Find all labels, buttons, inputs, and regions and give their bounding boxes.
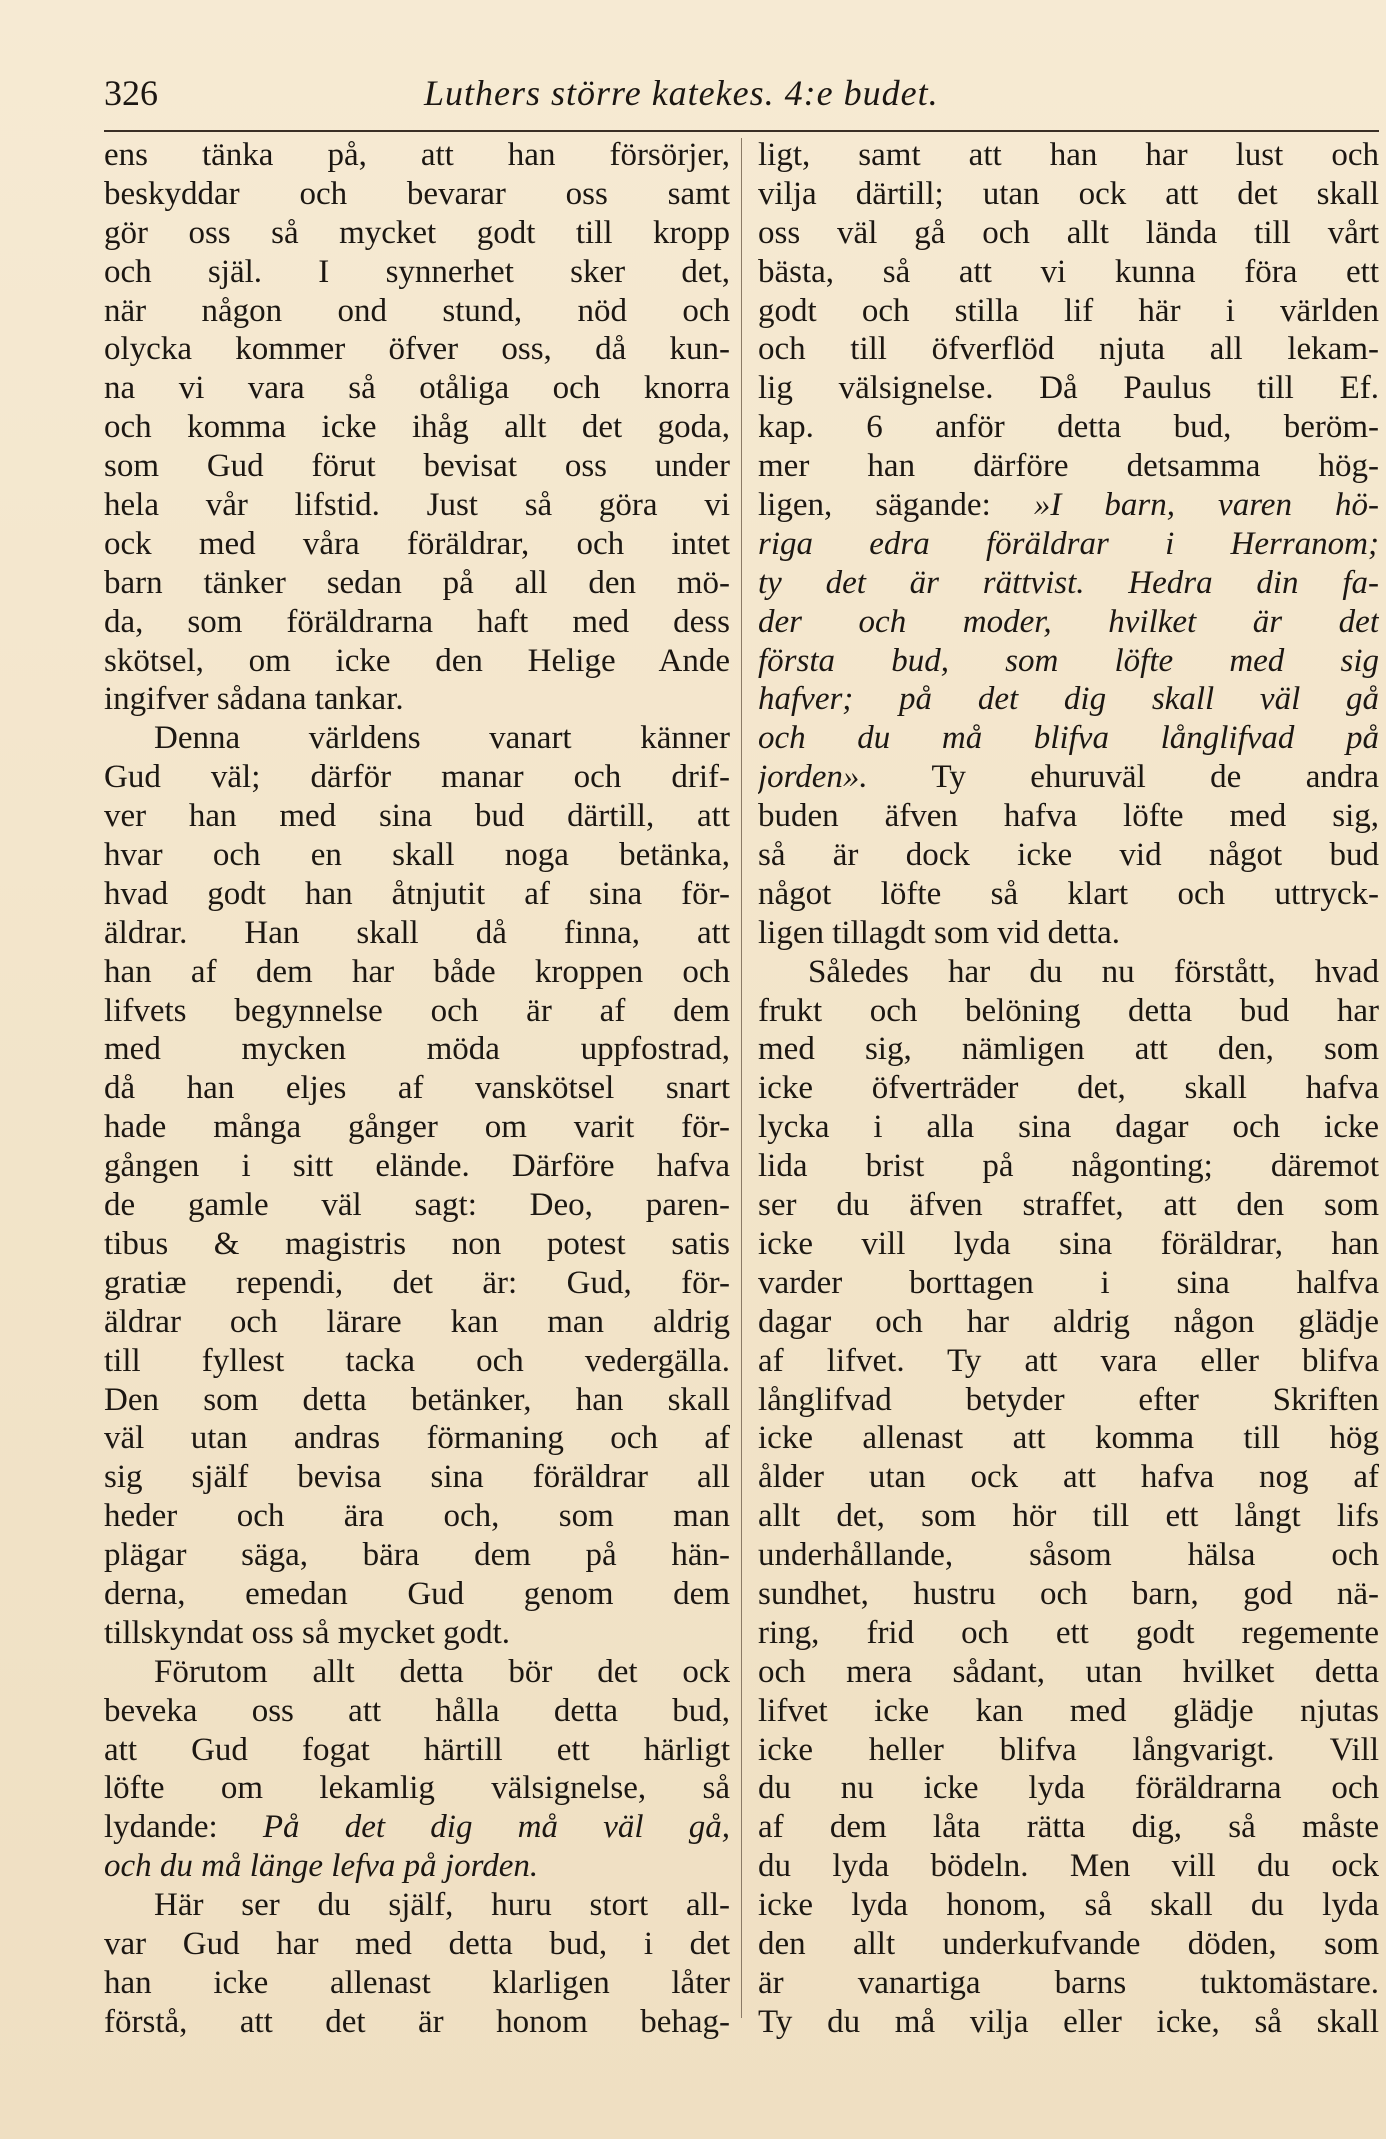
italic-text: och du må blifva långlifvad på [758,720,1379,757]
text-run: barn tänker sedan på all den mö- [104,564,730,601]
text-run: af dem låta rätta dig, så måste [758,1809,1379,1846]
text-run: äldrar och lärare kan man aldrig [104,1303,730,1340]
text-run: förstå, att det är honom behag- [104,2003,730,2040]
text-line [758,603,1379,642]
italic-text: första bud, som löfte med sig [758,642,1379,679]
text-line [104,486,730,525]
text-line [104,836,730,875]
text-line [104,1847,730,1886]
text-run: beveka oss att hålla detta bud, [104,1692,730,1729]
text-run: gången i sitt elände. Därföre hafva [104,1148,730,1185]
text-run: Den som detta betänker, han skall [104,1381,730,1418]
text-line [758,1575,1379,1614]
text-line [758,1731,1379,1770]
text-line [758,1303,1379,1342]
text-run: underhållande, såsom hälsa och [758,1537,1379,1574]
text-line [758,2003,1379,2042]
text-run: med sig, nämligen att den, som [758,1031,1379,1068]
italic-text: På det dig må väl gå, [262,1809,730,1846]
text-run: tibus & magistris non potest satis [104,1225,730,1262]
text-run: kap. 6 anför detta bud, beröm- [758,409,1379,446]
text-run: så är dock icke vid något bud [758,837,1379,874]
text-run: ens tänka på, att han försörjer, [104,137,730,173]
text-run: de gamle väl sagt: Deo, paren- [104,1187,730,1224]
text-run: ligt, samt att han har lust och [758,137,1379,173]
text-line [758,758,1379,797]
text-line [758,292,1379,331]
text-line [104,2003,730,2042]
left-column [104,136,730,2042]
text-run: oss väl gå och allt lända till vårt [758,214,1379,251]
italic-text: riga edra föräldrar i Herranom; [758,525,1379,562]
text-line [104,1964,730,2003]
text-run: äldrar. Han skall då finna, att [104,914,730,951]
text-run: löfte om lekamlig välsignelse, så [104,1770,730,1807]
running-header [104,72,1379,124]
text-line [758,1030,1379,1069]
text-line [104,680,730,719]
text-run: beskyddar och bevarar oss samt [104,175,730,212]
header-rule [104,130,1379,132]
text-line [104,1225,730,1264]
text-run: mer han därföre detsamma hög- [758,448,1379,485]
text-run: är vanartiga barns tuktomästare. [758,1964,1379,2001]
text-line [104,136,730,175]
text-line [104,214,730,253]
text-line [758,1886,1379,1925]
text-run: att Gud fogat härtill ett härligt [104,1731,730,1768]
text-line [104,1614,730,1653]
text-line [758,1497,1379,1536]
text-run: gör oss så mycket godt till kropp [104,214,730,251]
text-run: bästa, så att vi kunna föra ett [758,253,1379,290]
text-line [758,642,1379,681]
text-run: och själ. I synnerhet sker det, [104,253,730,290]
text-line [104,1147,730,1186]
text-run: sig själf bevisa sina föräldrar all [104,1459,730,1496]
italic-text: jorden». [758,759,868,796]
text-line [104,564,730,603]
text-line [758,1381,1379,1420]
text-run: buden äfven hafva löfte med sig, [758,798,1379,835]
text-run: med mycken möda uppfostrad, [104,1031,730,1068]
text-run: varder borttagen i sina halfva [758,1264,1379,1301]
text-line [104,1108,730,1147]
text-line [104,1575,730,1614]
text-line [104,1069,730,1108]
text-run: olycka kommer öfver oss, då kun- [104,331,730,368]
text-line [758,1692,1379,1731]
text-line [104,292,730,331]
text-line [104,1925,730,1964]
text-line [104,369,730,408]
text-line [758,408,1379,447]
text-line [104,1264,730,1303]
text-run: du lyda bödeln. Men vill du ock [758,1848,1379,1885]
running-title: Luthers större katekes. 4:e budet. [424,73,939,113]
text-line [104,1458,730,1497]
text-line [758,1964,1379,2003]
text-run: var Gud har med detta bud, i det [104,1925,730,1962]
text-run: ålder utan ock att hafva nog af [758,1459,1379,1496]
text-line [758,1147,1379,1186]
text-line [104,1186,730,1225]
text-run: ligen tillagdt som vid detta. [758,914,1121,951]
text-line [758,1069,1379,1108]
text-line [104,1030,730,1069]
text-line [104,1342,730,1381]
text-line [104,253,730,292]
text-line [104,642,730,681]
text-line [104,525,730,564]
text-run: hvar och en skall noga betänka, [104,837,730,874]
text-run: han icke allenast klarligen låter [104,1964,730,2001]
text-line [104,1886,730,1925]
text-run: hade många gånger om varit för- [104,1109,730,1146]
text-line [758,1847,1379,1886]
text-line [104,330,730,369]
text-line [104,1731,730,1770]
text-run: lydande: [104,1809,263,1846]
text-run: Ty du må vilja eller icke, så skall [758,2003,1379,2040]
italic-text: och du må länge lefva på jorden. [104,1848,539,1885]
text-run: Denna världens vanart känner [154,720,730,757]
text-run: af lifvet. Ty att vara eller blifva [758,1342,1379,1379]
text-run: då han eljes af vanskötsel snart [104,1070,730,1107]
text-line [104,758,730,797]
text-run: Förutom allt detta bör det ock [154,1653,730,1690]
text-run: icke heller blifva långvarigt. Vill [758,1731,1379,1768]
text-run: plägar säga, bära dem på hän- [104,1537,730,1574]
text-line [758,992,1379,1031]
text-run: hela vår lifstid. Just så göra vi [104,487,730,524]
text-line [758,136,1379,175]
text-run: vilja därtill; utan ock att det skall [758,175,1379,212]
text-line [104,1653,730,1692]
text-line [104,992,730,1031]
text-run: långlifvad betyder efter Skriften [758,1381,1379,1418]
text-line [758,797,1379,836]
text-line [758,486,1379,525]
text-run: icke öfverträder det, skall hafva [758,1070,1379,1107]
text-run: godt och stilla lif här i världen [758,292,1379,329]
text-line [758,1419,1379,1458]
right-column [758,136,1379,2042]
text-line [758,1808,1379,1847]
text-line [758,214,1379,253]
text-line [104,1692,730,1731]
text-line [104,1497,730,1536]
text-line [758,330,1379,369]
text-run: och komma icke ihåg allt det goda, [104,409,730,446]
text-line [104,875,730,914]
text-line [758,1186,1379,1225]
text-run: lig välsignelse. Då Paulus till Ef. [758,370,1379,407]
page-number: 326 [104,73,158,113]
text-run: Gud väl; därför manar och drif- [104,759,730,796]
italic-text: »I barn, varen hö- [1033,487,1379,524]
text-line [758,253,1379,292]
text-line [104,1419,730,1458]
text-run: till fyllest tacka och vedergälla. [104,1342,730,1379]
text-line [758,1653,1379,1692]
text-run: frukt och belöning detta bud har [758,992,1379,1029]
text-line [104,797,730,836]
text-run: han af dem har både kroppen och [104,953,730,990]
text-run: tillskyndat oss så mycket godt. [104,1614,511,1651]
text-line [758,447,1379,486]
text-run: och till öfverflöd njuta all lekam- [758,331,1379,368]
text-run: allt det, som hör till ett långt lifs [758,1498,1379,1535]
text-line [758,719,1379,758]
text-run: lifvet icke kan med glädje njutas [758,1692,1379,1729]
text-line [758,175,1379,214]
text-run: sundhet, hustru och barn, god nä- [758,1575,1379,1612]
text-run: Således har du nu förstått, hvad [808,953,1379,990]
text-run: något löfte så klart och uttryck- [758,875,1379,912]
text-run: hvad godt han åtnjutit af sina för- [104,875,730,912]
text-line [758,1225,1379,1264]
text-line [758,680,1379,719]
text-line [758,836,1379,875]
text-line [758,1264,1379,1303]
text-run: som Gud förut bevisat oss under [104,448,730,485]
text-line [758,1108,1379,1147]
text-run: Här ser du själf, huru stort all- [154,1887,730,1924]
text-line [104,1381,730,1420]
text-line [758,1925,1379,1964]
text-line [758,875,1379,914]
text-line [758,564,1379,603]
text-run: ver han med sina bud därtill, att [104,798,730,835]
text-run: du nu icke lyda föräldrarna och [758,1770,1379,1807]
text-run: gratiæ rependi, det är: Gud, för- [104,1264,730,1301]
text-line [758,1458,1379,1497]
text-run: den allt underkufvande döden, som [758,1925,1379,1962]
text-line [758,1769,1379,1808]
text-run: icke allenast att komma till hög [758,1420,1379,1457]
text-run: derna, emedan Gud genom dem [104,1575,730,1612]
text-line [104,1536,730,1575]
text-line [104,719,730,758]
text-run: icke lyda honom, så skall du lyda [758,1887,1379,1924]
text-line [104,1769,730,1808]
text-line [104,603,730,642]
text-run: dagar och har aldrig någon glädje [758,1303,1379,1340]
column-divider [741,138,742,2018]
text-line [758,1342,1379,1381]
text-line [758,525,1379,564]
text-run: lifvets begynnelse och är af dem [104,992,730,1029]
text-run: ligen, sägande: [758,487,1034,524]
text-line [104,408,730,447]
text-run: icke vill lyda sina föräldrar, han [758,1225,1379,1262]
text-line [104,1303,730,1342]
italic-text: der och moder, hvilket är det [758,603,1379,640]
text-line [104,953,730,992]
text-run: lycka i alla sina dagar och icke [758,1109,1379,1146]
text-line [758,953,1379,992]
text-line [104,1808,730,1847]
text-run: ser du äfven straffet, att den som [758,1187,1379,1224]
text-run: ingifver sådana tankar. [104,681,404,718]
text-line [758,1614,1379,1653]
text-run: ock med våra föräldrar, och intet [104,525,730,562]
text-run: heder och ära och, som man [104,1498,730,1535]
text-run: lida brist på någonting; däremot [758,1148,1379,1185]
text-run: väl utan andras förmaning och af [104,1420,730,1457]
italic-text: ty det är rättvist. Hedra din fa- [758,564,1379,601]
text-run: och mera sådant, utan hvilket detta [758,1653,1379,1690]
text-run: skötsel, om icke den Helige Ande [104,642,730,679]
text-run: ring, frid och ett godt regemente [758,1614,1379,1651]
text-run: när någon ond stund, nöd och [104,292,730,329]
text-run: da, som föräldrarna haft med dess [104,603,730,640]
text-line [758,369,1379,408]
text-line [104,914,730,953]
text-run: na vi vara så otåliga och knorra [104,370,730,407]
text-line [758,1536,1379,1575]
text-line [758,914,1379,953]
italic-text: hafver; på det dig skall väl gå [758,681,1379,718]
text-run: Ty ehuruväl de andra [867,759,1379,796]
text-line [104,447,730,486]
text-line [104,175,730,214]
